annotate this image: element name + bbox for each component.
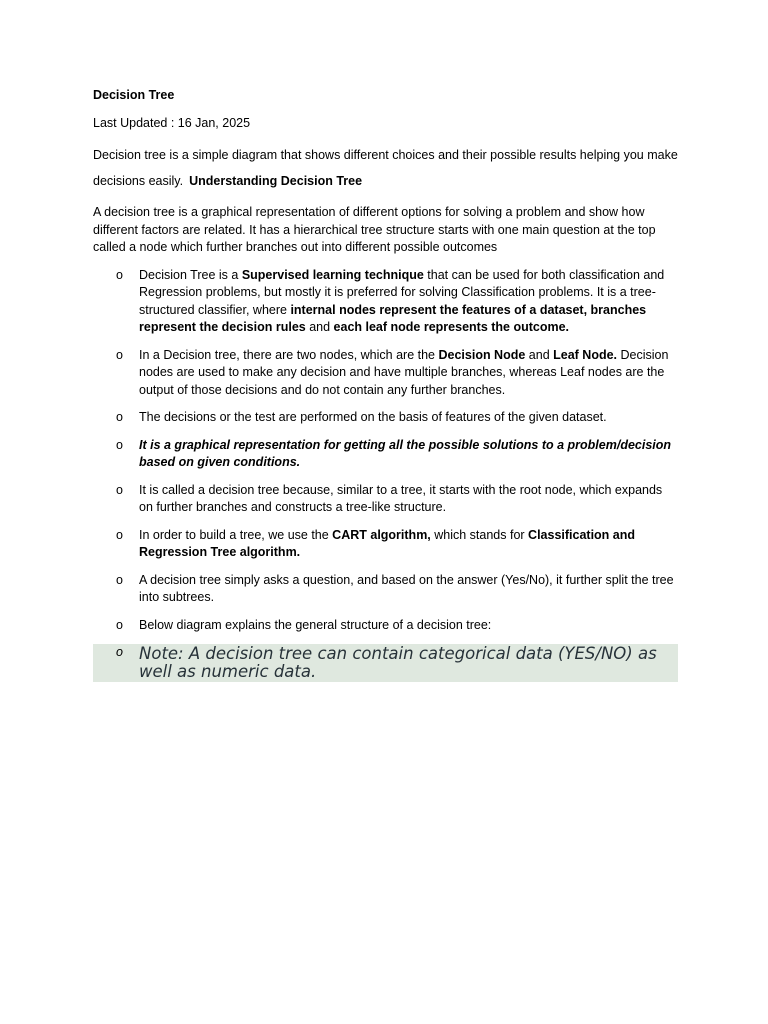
note-text: Note: A decision tree can contain categorical data (YES/NO) as well as numeric data.	[139, 644, 657, 681]
list-item-text: Decision nodes are used to make any decision and have multiple branches, whereas Leaf nodes are the output of those decisions and do not contain any further branches.	[139, 347, 669, 397]
list-item-text: and	[525, 347, 554, 362]
list-item-emphasis: CART algorithm,	[332, 527, 431, 542]
list-item-emphasis: Decision Node	[438, 347, 526, 362]
description-paragraph: A decision tree is a graphical representation of different options for solving a problem and show how different factors are related. It has a hierarchical tree structure starts with one main question at the top called a node which further branches out into different possible outcomes	[93, 205, 656, 254]
list-item-text: and	[305, 320, 334, 334]
list-item-text: In a Decision tree, there are two nodes, which are the	[139, 347, 439, 362]
list-item-text: which stands for	[430, 527, 529, 542]
list-item	[93, 572, 678, 607]
list-item-emphasis: internal nodes represent the features of a dataset, branches represent the decision rules	[139, 302, 647, 334]
bullet-list	[93, 267, 678, 683]
intro-text: Decision tree is a simple diagram that shows different choices and their possible results helping you make decisions easily.	[93, 148, 678, 188]
list-item-text: Decision Tree is a	[139, 267, 242, 282]
intro-paragraph	[93, 142, 678, 194]
list-item-text: The decisions or the test are performed on the basis of features of the given dataset.	[139, 410, 607, 424]
document-body	[93, 87, 678, 692]
last-updated-text: Last Updated : 16 Jan, 2025	[93, 115, 251, 130]
list-item	[93, 482, 678, 517]
list-item-text: A decision tree simply asks a question, and based on the answer (Yes/No), it further split the tree into subtrees.	[139, 572, 674, 604]
bullet-marker: o	[116, 645, 123, 659]
list-item-emphasis: each leaf node represents the outcome.	[333, 320, 570, 334]
bullet-marker: o	[116, 482, 123, 497]
section-subheading: Understanding Decision Tree	[189, 174, 363, 188]
list-item-emphasis: Classification and Regression Tree algorithm.	[139, 527, 636, 559]
list-item-text: In order to build a tree, we use the	[139, 527, 333, 542]
list-item-emphasis: Leaf Node.	[553, 347, 618, 362]
bullet-marker: o	[116, 572, 123, 587]
list-item-text: Below diagram explains the general structure of a decision tree:	[139, 617, 492, 632]
list-item	[93, 527, 678, 562]
bullet-marker: o	[116, 267, 123, 282]
document-title: Decision Tree	[93, 88, 175, 102]
bullet-marker: o	[116, 527, 123, 542]
list-item-text: It is called a decision tree because, similar to a tree, it starts with the root node, which expands on further branches and constructs a tree-like structure.	[139, 482, 663, 514]
note-callout	[93, 644, 678, 682]
list-item	[93, 347, 678, 400]
list-item	[93, 437, 678, 472]
list-item	[93, 409, 678, 427]
list-item-emphasis: It is a graphical representation for getting all the possible solutions to a problem/decision based on given conditions.	[139, 437, 672, 469]
list-item-text: that can be used for both classification and Regression problems, but mostly it is preferred for solving Classification problems. It is a tree-structured classifier, where	[139, 267, 665, 317]
bullet-marker: o	[116, 437, 123, 452]
list-item	[93, 267, 678, 337]
bullet-marker: o	[116, 617, 123, 632]
bullet-marker: o	[116, 347, 123, 362]
list-item	[93, 617, 678, 635]
list-item-emphasis: Supervised learning technique	[241, 267, 424, 282]
bullet-marker: o	[116, 410, 123, 424]
